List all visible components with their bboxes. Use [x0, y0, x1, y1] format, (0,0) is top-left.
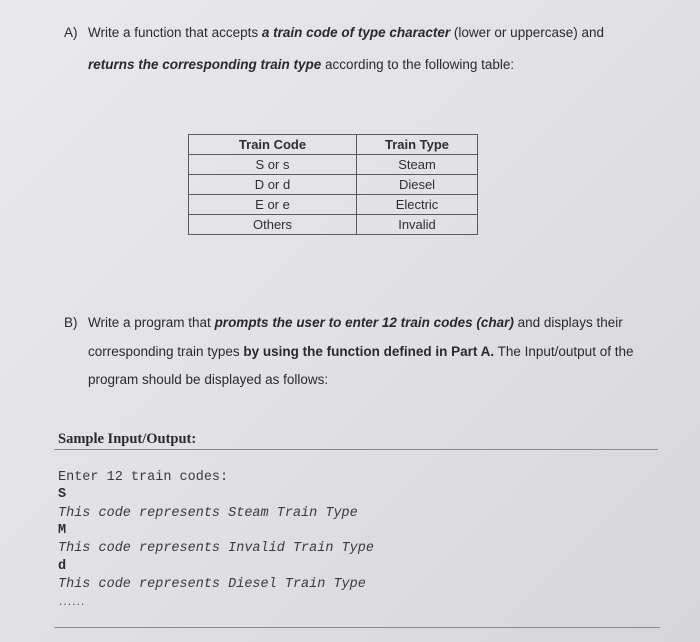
table-row: [189, 215, 478, 235]
cell-type: Diesel: [357, 175, 478, 195]
table-header-row: [189, 135, 478, 155]
part-a-label: A): [64, 25, 78, 40]
table-row: [189, 175, 478, 195]
part-b-line-2-tail: The Input/output of the: [494, 344, 634, 359]
ellipsis: ......: [58, 598, 85, 608]
part-a-line-2-bold: returns the corresponding train type: [88, 57, 322, 72]
output-line: This code represents Diesel Train Type: [58, 577, 366, 592]
train-code-table: [188, 134, 478, 235]
cell-code: D or d: [189, 175, 357, 195]
part-a-line-2: [88, 56, 514, 74]
part-a-line-1-bold: a train code of type character: [261, 25, 451, 40]
output-line: This code represents Steam Train Type: [58, 506, 358, 521]
cell-code: S or s: [189, 155, 357, 175]
input-line: d: [58, 559, 67, 574]
part-b-line-2-bold: by using the function defined in Part A.: [243, 344, 495, 359]
part-a-line-1-text: Write a function that accepts: [88, 25, 262, 40]
cell-code: Others: [189, 215, 357, 235]
cell-type: Invalid: [357, 215, 478, 235]
part-a-line-1-tail: (lower or uppercase) and: [450, 25, 604, 40]
input-line: S: [58, 487, 67, 502]
part-a-line-2-tail: according to the following table:: [321, 57, 515, 72]
part-a-line-1: [88, 24, 604, 42]
sample-top-divider: [54, 449, 658, 450]
table-row: [189, 155, 478, 175]
sample-bottom-divider: [54, 627, 660, 628]
prompt-line: Enter 12 train codes:: [58, 470, 229, 485]
cell-code: E or e: [189, 195, 357, 215]
part-b-line-2-text: corresponding train types: [88, 344, 244, 359]
part-b-line-1-tail: and displays their: [513, 315, 623, 330]
header-train-code: Train Code: [189, 135, 357, 155]
part-b-label: B): [64, 315, 78, 330]
sample-title: Sample Input/Output:: [58, 431, 197, 447]
part-b-line-3: program should be displayed as follows:: [88, 372, 329, 387]
input-line: M: [58, 523, 67, 538]
output-line: This code represents Invalid Train Type: [58, 541, 374, 556]
header-train-type: Train Type: [357, 135, 478, 155]
part-b-line-1-bold: prompts the user to enter 12 train codes (char): [214, 315, 514, 330]
part-b-line-1: [88, 314, 623, 332]
cell-type: Electric: [357, 195, 478, 215]
part-b-line-1-text: Write a program that: [88, 315, 215, 330]
part-b-line-2: [88, 343, 633, 361]
cell-type: Steam: [357, 155, 478, 175]
table-row: [189, 195, 478, 215]
